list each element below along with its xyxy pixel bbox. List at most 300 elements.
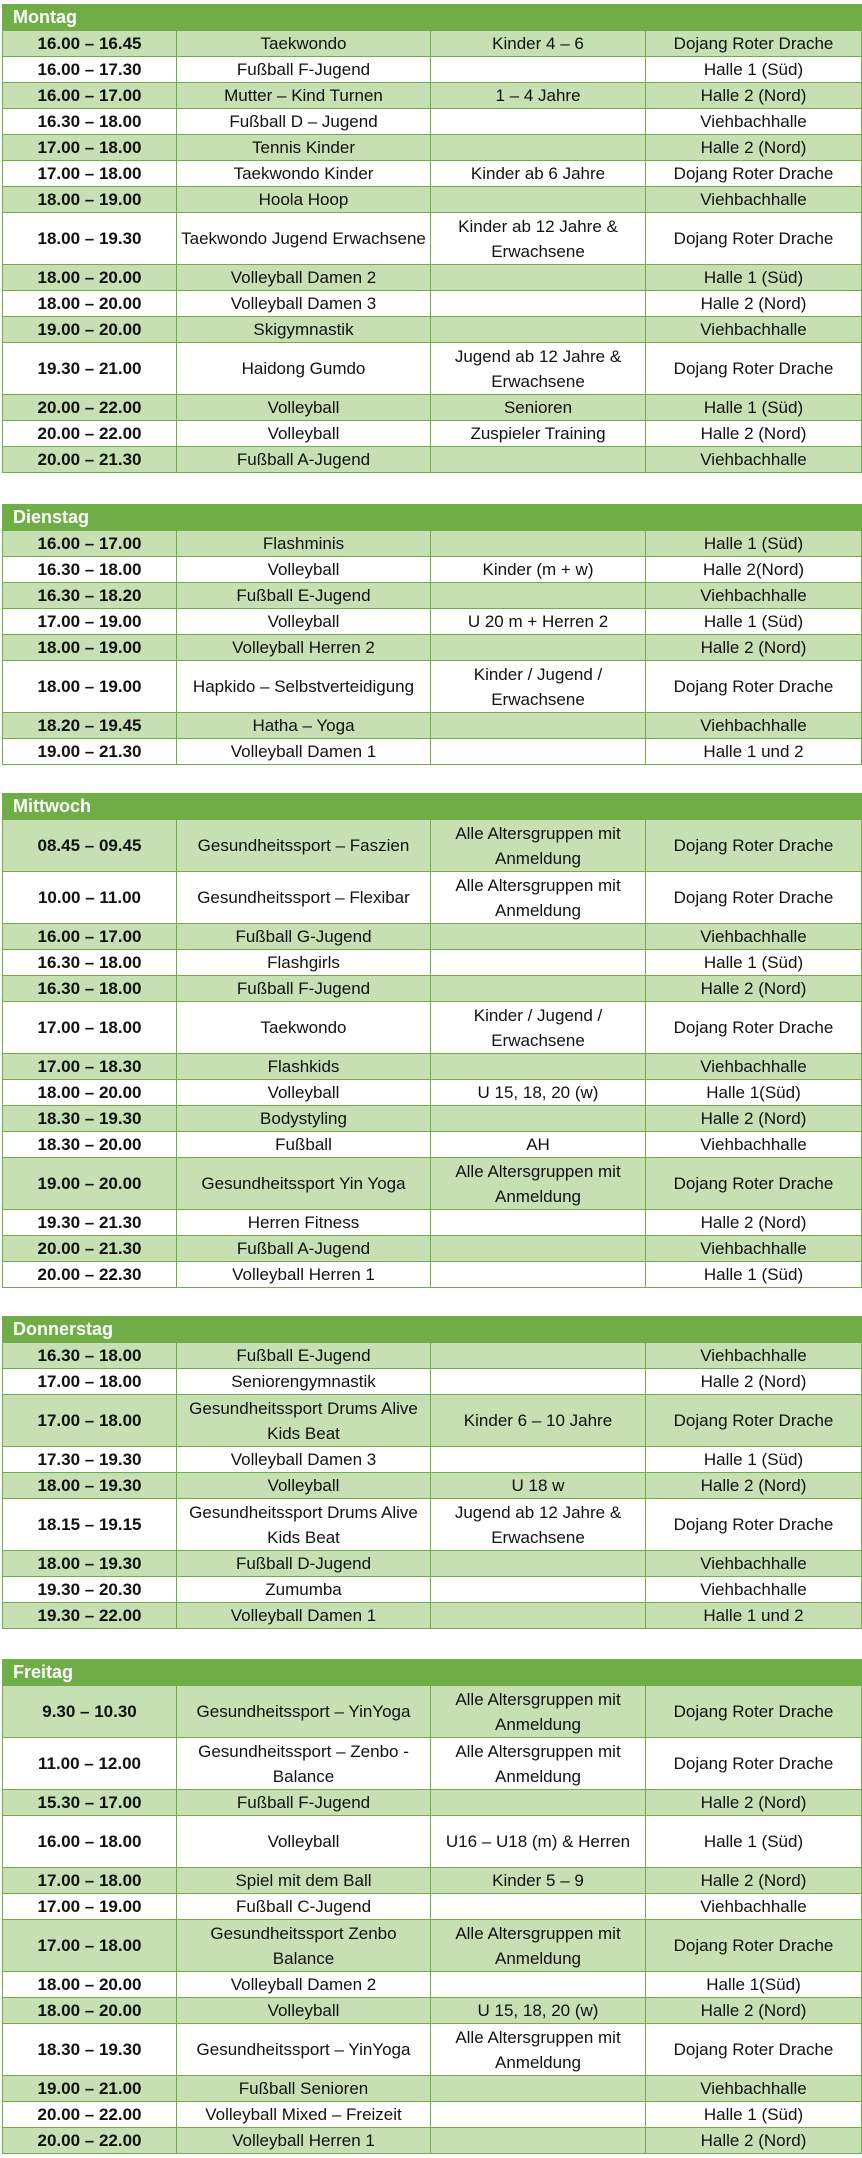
time-cell: 10.00 – 11.00 <box>3 872 177 924</box>
group-cell <box>431 1106 646 1132</box>
table-row <box>3 1790 862 1816</box>
activity-cell: Gesundheitssport Zenbo Balance <box>177 1920 431 1972</box>
group-cell: Zuspieler Training <box>431 421 646 447</box>
group-cell: Kinder 4 – 6 <box>431 31 646 57</box>
time-cell: 18.00 – 20.00 <box>3 1080 177 1106</box>
time-cell: 18.30 – 20.00 <box>3 1132 177 1158</box>
time-cell: 19.30 – 20.30 <box>3 1577 177 1603</box>
location-cell: Halle 1 (Süd) <box>646 950 862 976</box>
activity-cell: Fußball D – Jugend <box>177 109 431 135</box>
location-cell: Halle 1 (Süd) <box>646 2102 862 2128</box>
time-cell: 17.00 – 18.00 <box>3 161 177 187</box>
activity-cell: Hatha – Yoga <box>177 713 431 739</box>
table-row <box>3 2024 862 2076</box>
group-cell <box>431 2128 646 2154</box>
table-row <box>3 1210 862 1236</box>
activity-cell: Zumumba <box>177 1577 431 1603</box>
location-cell: Halle 1(Süd) <box>646 1080 862 1106</box>
table-row <box>3 1236 862 1262</box>
table-row <box>3 1002 862 1054</box>
activity-cell: Fußball D-Jugend <box>177 1551 431 1577</box>
location-cell: Viehbachhalle <box>646 2076 862 2102</box>
activity-cell: Taekwondo <box>177 1002 431 1054</box>
table-row <box>3 1447 862 1473</box>
location-cell: Dojang Roter Drache <box>646 31 862 57</box>
location-cell: Viehbachhalle <box>646 1343 862 1369</box>
location-cell: Halle 2(Nord) <box>646 557 862 583</box>
day-name: Freitag <box>3 1660 862 1686</box>
location-cell: Dojang Roter Drache <box>646 1158 862 1210</box>
group-cell <box>431 531 646 557</box>
time-cell: 16.00 – 17.00 <box>3 924 177 950</box>
table-row <box>3 609 862 635</box>
time-cell: 16.30 – 18.00 <box>3 109 177 135</box>
activity-cell: Volleyball Damen 1 <box>177 1603 431 1629</box>
location-cell: Halle 2 (Nord) <box>646 1868 862 1894</box>
activity-cell: Fußball G-Jugend <box>177 924 431 950</box>
group-cell: Alle Altersgruppen mit Anmeldung <box>431 1920 646 1972</box>
location-cell: Halle 1 (Süd) <box>646 1816 862 1868</box>
time-cell: 18.30 – 19.30 <box>3 1106 177 1132</box>
table-row <box>3 661 862 713</box>
table-row <box>3 317 862 343</box>
day-table-freitag <box>2 1659 862 2154</box>
table-row <box>3 976 862 1002</box>
location-cell: Viehbachhalle <box>646 1054 862 1080</box>
group-cell <box>431 57 646 83</box>
location-cell: Dojang Roter Drache <box>646 820 862 872</box>
time-cell: 17.00 – 18.30 <box>3 1054 177 1080</box>
location-cell: Dojang Roter Drache <box>646 1395 862 1447</box>
group-cell <box>431 2102 646 2128</box>
group-cell <box>431 1447 646 1473</box>
table-row <box>3 1262 862 1288</box>
group-cell: Kinder / Jugend / Erwachsene <box>431 1002 646 1054</box>
table-row <box>3 739 862 765</box>
activity-cell: Gesundheitssport Yin Yoga <box>177 1158 431 1210</box>
day-name: Mittwoch <box>3 794 862 820</box>
time-cell: 18.00 – 20.00 <box>3 265 177 291</box>
time-cell: 20.00 – 22.00 <box>3 395 177 421</box>
table-row <box>3 1894 862 1920</box>
day-table-dienstag <box>2 504 862 765</box>
table-row <box>3 187 862 213</box>
time-cell: 16.30 – 18.00 <box>3 1343 177 1369</box>
day-table-mittwoch <box>2 793 862 1288</box>
location-cell: Viehbachhalle <box>646 1236 862 1262</box>
table-row <box>3 1920 862 1972</box>
activity-cell: Volleyball <box>177 609 431 635</box>
table-row <box>3 531 862 557</box>
table-row <box>3 109 862 135</box>
activity-cell: Fußball A-Jugend <box>177 447 431 473</box>
activity-cell: Fußball E-Jugend <box>177 1343 431 1369</box>
table-row <box>3 1816 862 1868</box>
table-row <box>3 1972 862 1998</box>
table-row <box>3 557 862 583</box>
table-row <box>3 1054 862 1080</box>
time-cell: 20.00 – 22.00 <box>3 2102 177 2128</box>
group-cell: Alle Altersgruppen mit Anmeldung <box>431 820 646 872</box>
location-cell: Viehbachhalle <box>646 713 862 739</box>
table-row <box>3 2102 862 2128</box>
table-row <box>3 31 862 57</box>
activity-cell: Volleyball <box>177 1473 431 1499</box>
group-cell <box>431 187 646 213</box>
activity-cell: Mutter – Kind Turnen <box>177 83 431 109</box>
group-cell: Kinder ab 6 Jahre <box>431 161 646 187</box>
group-cell <box>431 1972 646 1998</box>
time-cell: 16.30 – 18.00 <box>3 557 177 583</box>
location-cell: Dojang Roter Drache <box>646 1499 862 1551</box>
activity-cell: Taekwondo Kinder <box>177 161 431 187</box>
group-cell: Senioren <box>431 395 646 421</box>
table-row <box>3 1080 862 1106</box>
time-cell: 18.00 – 19.00 <box>3 661 177 713</box>
time-cell: 18.30 – 19.30 <box>3 2024 177 2076</box>
table-row <box>3 1369 862 1395</box>
location-cell: Halle 2 (Nord) <box>646 635 862 661</box>
time-cell: 18.00 – 19.00 <box>3 187 177 213</box>
activity-cell: Gesundheitssport Drums Alive Kids Beat <box>177 1499 431 1551</box>
location-cell: Viehbachhalle <box>646 447 862 473</box>
location-cell: Dojang Roter Drache <box>646 1686 862 1738</box>
activity-cell: Gesundheitssport – Flexibar <box>177 872 431 924</box>
time-cell: 9.30 – 10.30 <box>3 1686 177 1738</box>
activity-cell: Fußball E-Jugend <box>177 583 431 609</box>
activity-cell: Hoola Hoop <box>177 187 431 213</box>
table-row <box>3 1158 862 1210</box>
time-cell: 20.00 – 21.30 <box>3 1236 177 1262</box>
location-cell: Halle 1 (Süd) <box>646 1447 862 1473</box>
group-cell: Kinder 6 – 10 Jahre <box>431 1395 646 1447</box>
group-cell <box>431 135 646 161</box>
group-cell <box>431 109 646 135</box>
group-cell: Kinder ab 12 Jahre & Erwachsene <box>431 213 646 265</box>
activity-cell: Volleyball Damen 1 <box>177 739 431 765</box>
group-cell: U 18 w <box>431 1473 646 1499</box>
time-cell: 18.00 – 20.00 <box>3 291 177 317</box>
activity-cell: Volleyball <box>177 557 431 583</box>
location-cell: Halle 2 (Nord) <box>646 1369 862 1395</box>
activity-cell: Volleyball Damen 3 <box>177 1447 431 1473</box>
time-cell: 17.00 – 19.00 <box>3 609 177 635</box>
table-row <box>3 1343 862 1369</box>
day-name: Dienstag <box>3 505 862 531</box>
time-cell: 18.00 – 19.30 <box>3 1473 177 1499</box>
location-cell: Halle 2 (Nord) <box>646 976 862 1002</box>
table-row <box>3 2076 862 2102</box>
group-cell <box>431 1210 646 1236</box>
group-cell <box>431 976 646 1002</box>
time-cell: 16.30 – 18.00 <box>3 976 177 1002</box>
location-cell: Dojang Roter Drache <box>646 1738 862 1790</box>
table-row <box>3 1395 862 1447</box>
activity-cell: Gesundheitssport – Zenbo - Balance <box>177 1738 431 1790</box>
table-row <box>3 1577 862 1603</box>
group-cell: Kinder (m + w) <box>431 557 646 583</box>
table-row <box>3 2128 862 2154</box>
location-cell: Halle 2 (Nord) <box>646 421 862 447</box>
time-cell: 20.00 – 22.00 <box>3 2128 177 2154</box>
group-cell: Alle Altersgruppen mit Anmeldung <box>431 1738 646 1790</box>
group-cell <box>431 317 646 343</box>
time-cell: 20.00 – 22.00 <box>3 421 177 447</box>
group-cell: Alle Altersgruppen mit Anmeldung <box>431 1686 646 1738</box>
group-cell <box>431 713 646 739</box>
day-header <box>3 1317 862 1343</box>
time-cell: 17.00 – 18.00 <box>3 1868 177 1894</box>
activity-cell: Volleyball <box>177 395 431 421</box>
location-cell: Dojang Roter Drache <box>646 343 862 395</box>
activity-cell: Volleyball Damen 2 <box>177 1972 431 1998</box>
activity-cell: Fußball <box>177 1132 431 1158</box>
location-cell: Viehbachhalle <box>646 1132 862 1158</box>
group-cell: U16 – U18 (m) & Herren <box>431 1816 646 1868</box>
table-row <box>3 57 862 83</box>
time-cell: 18.00 – 19.30 <box>3 213 177 265</box>
activity-cell: Gesundheitssport – Faszien <box>177 820 431 872</box>
time-cell: 16.30 – 18.20 <box>3 583 177 609</box>
table-row <box>3 713 862 739</box>
group-cell: U 15, 18, 20 (w) <box>431 1998 646 2024</box>
time-cell: 16.00 – 17.00 <box>3 83 177 109</box>
activity-cell: Fußball F-Jugend <box>177 57 431 83</box>
day-header <box>3 505 862 531</box>
location-cell: Viehbachhalle <box>646 187 862 213</box>
group-cell <box>431 447 646 473</box>
group-cell: Alle Altersgruppen mit Anmeldung <box>431 2024 646 2076</box>
activity-cell: Gesundheitssport – YinYoga <box>177 2024 431 2076</box>
time-cell: 17.00 – 18.00 <box>3 1369 177 1395</box>
table-row <box>3 1998 862 2024</box>
group-cell <box>431 739 646 765</box>
table-row <box>3 820 862 872</box>
table-row <box>3 1473 862 1499</box>
day-table-donnerstag <box>2 1316 862 1629</box>
table-row <box>3 421 862 447</box>
location-cell: Dojang Roter Drache <box>646 661 862 713</box>
day-header <box>3 5 862 31</box>
table-row <box>3 872 862 924</box>
location-cell: Dojang Roter Drache <box>646 872 862 924</box>
group-cell <box>431 1054 646 1080</box>
location-cell: Viehbachhalle <box>646 583 862 609</box>
activity-cell: Fußball A-Jugend <box>177 1236 431 1262</box>
group-cell: Jugend ab 12 Jahre & Erwachsene <box>431 1499 646 1551</box>
activity-cell: Fußball F-Jugend <box>177 1790 431 1816</box>
activity-cell: Taekwondo Jugend Erwachsene <box>177 213 431 265</box>
location-cell: Halle 1 (Süd) <box>646 395 862 421</box>
location-cell: Viehbachhalle <box>646 109 862 135</box>
day-name: Donnerstag <box>3 1317 862 1343</box>
group-cell <box>431 635 646 661</box>
time-cell: 17.00 – 18.00 <box>3 1002 177 1054</box>
group-cell: Jugend ab 12 Jahre & Erwachsene <box>431 343 646 395</box>
location-cell: Viehbachhalle <box>646 317 862 343</box>
location-cell: Halle 2 (Nord) <box>646 1790 862 1816</box>
activity-cell: Volleyball Mixed – Freizeit <box>177 2102 431 2128</box>
location-cell: Dojang Roter Drache <box>646 2024 862 2076</box>
location-cell: Dojang Roter Drache <box>646 1002 862 1054</box>
activity-cell: Fußball C-Jugend <box>177 1894 431 1920</box>
table-row <box>3 1686 862 1738</box>
location-cell: Halle 2 (Nord) <box>646 83 862 109</box>
day-header <box>3 794 862 820</box>
activity-cell: Seniorengymnastik <box>177 1369 431 1395</box>
time-cell: 11.00 – 12.00 <box>3 1738 177 1790</box>
group-cell <box>431 1262 646 1288</box>
location-cell: Dojang Roter Drache <box>646 213 862 265</box>
time-cell: 17.00 – 19.00 <box>3 1894 177 1920</box>
group-cell: AH <box>431 1132 646 1158</box>
location-cell: Halle 2 (Nord) <box>646 1106 862 1132</box>
location-cell: Dojang Roter Drache <box>646 1920 862 1972</box>
table-row <box>3 1738 862 1790</box>
activity-cell: Gesundheitssport – YinYoga <box>177 1686 431 1738</box>
table-row <box>3 1106 862 1132</box>
group-cell <box>431 291 646 317</box>
time-cell: 18.20 – 19.45 <box>3 713 177 739</box>
time-cell: 17.00 – 18.00 <box>3 1920 177 1972</box>
location-cell: Viehbachhalle <box>646 1577 862 1603</box>
activity-cell: Volleyball Herren 2 <box>177 635 431 661</box>
location-cell: Halle 2 (Nord) <box>646 1473 862 1499</box>
location-cell: Halle 1 und 2 <box>646 1603 862 1629</box>
location-cell: Halle 1 und 2 <box>646 739 862 765</box>
activity-cell: Flashkids <box>177 1054 431 1080</box>
group-cell <box>431 1369 646 1395</box>
activity-cell: Spiel mit dem Ball <box>177 1868 431 1894</box>
table-row <box>3 83 862 109</box>
activity-cell: Gesundheitssport Drums Alive Kids Beat <box>177 1395 431 1447</box>
activity-cell: Flashminis <box>177 531 431 557</box>
group-cell <box>431 1603 646 1629</box>
activity-cell: Haidong Gumdo <box>177 343 431 395</box>
location-cell: Halle 2 (Nord) <box>646 135 862 161</box>
time-cell: 16.30 – 18.00 <box>3 950 177 976</box>
time-cell: 17.30 – 19.30 <box>3 1447 177 1473</box>
time-cell: 18.00 – 20.00 <box>3 1998 177 2024</box>
table-row <box>3 1499 862 1551</box>
group-cell <box>431 583 646 609</box>
time-cell: 15.30 – 17.00 <box>3 1790 177 1816</box>
group-cell <box>431 1790 646 1816</box>
activity-cell: Volleyball Damen 3 <box>177 291 431 317</box>
table-row <box>3 1603 862 1629</box>
activity-cell: Fußball Senioren <box>177 2076 431 2102</box>
table-row <box>3 950 862 976</box>
group-cell: 1 – 4 Jahre <box>431 83 646 109</box>
time-cell: 19.30 – 21.00 <box>3 343 177 395</box>
activity-cell: Volleyball <box>177 1998 431 2024</box>
group-cell: U 15, 18, 20 (w) <box>431 1080 646 1106</box>
time-cell: 19.00 – 21.30 <box>3 739 177 765</box>
activity-cell: Volleyball <box>177 1816 431 1868</box>
time-cell: 18.00 – 19.30 <box>3 1551 177 1577</box>
time-cell: 17.00 – 18.00 <box>3 1395 177 1447</box>
group-cell <box>431 924 646 950</box>
day-table-montag <box>2 4 862 473</box>
activity-cell: Volleyball Herren 1 <box>177 2128 431 2154</box>
time-cell: 16.00 – 17.00 <box>3 531 177 557</box>
location-cell: Halle 2 (Nord) <box>646 2128 862 2154</box>
location-cell: Halle 1 (Süd) <box>646 609 862 635</box>
day-name: Montag <box>3 5 862 31</box>
table-row <box>3 447 862 473</box>
location-cell: Halle 2 (Nord) <box>646 291 862 317</box>
time-cell: 17.00 – 18.00 <box>3 135 177 161</box>
activity-cell: Bodystyling <box>177 1106 431 1132</box>
group-cell <box>431 1894 646 1920</box>
group-cell: Kinder / Jugend / Erwachsene <box>431 661 646 713</box>
time-cell: 20.00 – 22.30 <box>3 1262 177 1288</box>
group-cell: U 20 m + Herren 2 <box>431 609 646 635</box>
group-cell: Alle Altersgruppen mit Anmeldung <box>431 872 646 924</box>
activity-cell: Taekwondo <box>177 31 431 57</box>
location-cell: Halle 2 (Nord) <box>646 1998 862 2024</box>
group-cell <box>431 1577 646 1603</box>
table-row <box>3 635 862 661</box>
location-cell: Viehbachhalle <box>646 1894 862 1920</box>
activity-cell: Tennis Kinder <box>177 135 431 161</box>
activity-cell: Volleyball <box>177 1080 431 1106</box>
location-cell: Halle 1 (Süd) <box>646 57 862 83</box>
table-row <box>3 291 862 317</box>
time-cell: 16.00 – 16.45 <box>3 31 177 57</box>
location-cell: Halle 1 (Süd) <box>646 265 862 291</box>
time-cell: 20.00 – 21.30 <box>3 447 177 473</box>
group-cell <box>431 2076 646 2102</box>
location-cell: Halle 1(Süd) <box>646 1972 862 1998</box>
location-cell: Halle 1 (Süd) <box>646 1262 862 1288</box>
activity-cell: Hapkido – Selbstverteidigung <box>177 661 431 713</box>
group-cell: Kinder 5 – 9 <box>431 1868 646 1894</box>
table-row <box>3 1551 862 1577</box>
table-row <box>3 583 862 609</box>
day-header <box>3 1660 862 1686</box>
activity-cell: Flashgirls <box>177 950 431 976</box>
time-cell: 18.00 – 20.00 <box>3 1972 177 1998</box>
location-cell: Viehbachhalle <box>646 924 862 950</box>
time-cell: 19.00 – 21.00 <box>3 2076 177 2102</box>
time-cell: 18.15 – 19.15 <box>3 1499 177 1551</box>
group-cell <box>431 950 646 976</box>
activity-cell: Herren Fitness <box>177 1210 431 1236</box>
group-cell <box>431 265 646 291</box>
location-cell: Dojang Roter Drache <box>646 161 862 187</box>
table-row <box>3 1868 862 1894</box>
time-cell: 16.00 – 17.30 <box>3 57 177 83</box>
table-row <box>3 161 862 187</box>
time-cell: 19.00 – 20.00 <box>3 1158 177 1210</box>
activity-cell: Volleyball Herren 1 <box>177 1262 431 1288</box>
group-cell <box>431 1236 646 1262</box>
time-cell: 19.30 – 21.30 <box>3 1210 177 1236</box>
location-cell: Viehbachhalle <box>646 1551 862 1577</box>
table-row <box>3 135 862 161</box>
time-cell: 16.00 – 18.00 <box>3 1816 177 1868</box>
activity-cell: Volleyball Damen 2 <box>177 265 431 291</box>
activity-cell: Volleyball <box>177 421 431 447</box>
table-row <box>3 395 862 421</box>
time-cell: 19.00 – 20.00 <box>3 317 177 343</box>
time-cell: 08.45 – 09.45 <box>3 820 177 872</box>
time-cell: 18.00 – 19.00 <box>3 635 177 661</box>
group-cell <box>431 1551 646 1577</box>
group-cell <box>431 1343 646 1369</box>
location-cell: Halle 2 (Nord) <box>646 1210 862 1236</box>
